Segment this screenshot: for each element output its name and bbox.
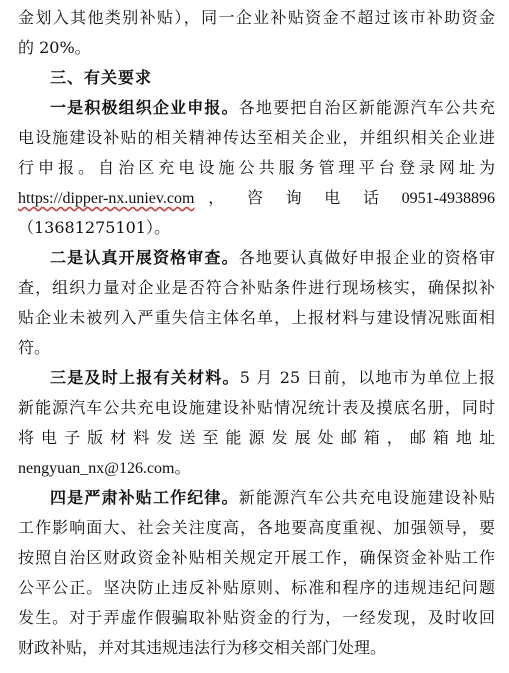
paragraph-4-line: 公平公正。坚决防止违反补贴原则、标准和程序的违规违纪问题 — [18, 578, 495, 597]
paragraph-4-line — [18, 483, 495, 513]
text-line: 金划入其他类别补贴），同一企业补贴资金不超过该市补助资金 — [18, 8, 495, 27]
paragraph-4-line: 工作影响面大、社会关注度高，各地要高度重视、加强领导，要 — [18, 518, 495, 537]
paragraph-lead: 三是及时上报有关材料。 — [50, 368, 240, 387]
paragraph-1-line: 电设施建设补贴的相关精神传达至相关企业，并组织相关企业进 — [18, 128, 495, 147]
paragraph-4-line: 按照自治区财政资金补贴相关规定开展工作，确保资金补贴工作 — [18, 548, 495, 567]
paragraph-4-line: 财政补贴，并对其违规违法行为移交相关部门处理。 — [18, 638, 387, 657]
paragraph-text: ， 咨 询 电 话 — [208, 188, 388, 207]
paragraph-text: 。 — [174, 458, 191, 477]
phone-number: 0951-4938896 — [401, 190, 495, 207]
paragraph-3-line — [18, 453, 495, 483]
paragraph-1-line — [18, 93, 495, 123]
paragraph-1-line: 行申报。自治区充电设施公共服务管理平台登录网址为 — [18, 158, 495, 177]
paragraph-3-line: 将电子版材料发送至能源发展处邮箱，邮箱地址 — [18, 428, 495, 447]
paragraph-2-line: 贴企业未被列入严重失信主体名单，上报材料与建设情况账面相 — [18, 308, 495, 327]
paragraph-3-line: 新能源汽车公共充电设施建设补贴情况统计表及摸底名册，同时 — [18, 398, 495, 417]
paragraph-2-line: 符。 — [18, 338, 51, 357]
paragraph-2-line — [18, 243, 495, 273]
paragraph-text: 各地要把自治区新能源汽车公共充 — [238, 98, 495, 117]
paragraph-2-line: 查，组织力量对企业是否符合补贴条件进行现场核实，确保拟补 — [18, 278, 495, 297]
paragraph-4-line: 发生。对于弄虚作假骗取补贴资金的行为，一经发现，及时收回 — [18, 608, 495, 627]
paragraph-text: 各地要认真做好申报企业的资格审 — [238, 248, 495, 267]
text-line: 的 20%。 — [18, 38, 91, 57]
paragraph-lead: 二是认真开展资格审查。 — [50, 248, 239, 267]
email-address: nengyuan_nx@126.com — [18, 460, 175, 477]
paragraph-3-line — [18, 363, 495, 393]
paragraph-1-line — [18, 183, 495, 213]
paragraph-text: 新能源汽车公共充电设施建设补贴 — [238, 488, 495, 507]
paragraph-text: 5 月 25 日前，以地市为单位上报 — [239, 368, 495, 387]
section-heading: 三、有关要求 — [50, 68, 153, 87]
paragraph-1-line: （13681275101）。 — [18, 218, 170, 237]
paragraph-lead: 一是积极组织企业申报。 — [50, 98, 239, 117]
website-url: https://dipper-nx.uniev.com — [18, 190, 195, 207]
paragraph-lead: 四是严肃补贴工作纪律。 — [50, 488, 239, 507]
